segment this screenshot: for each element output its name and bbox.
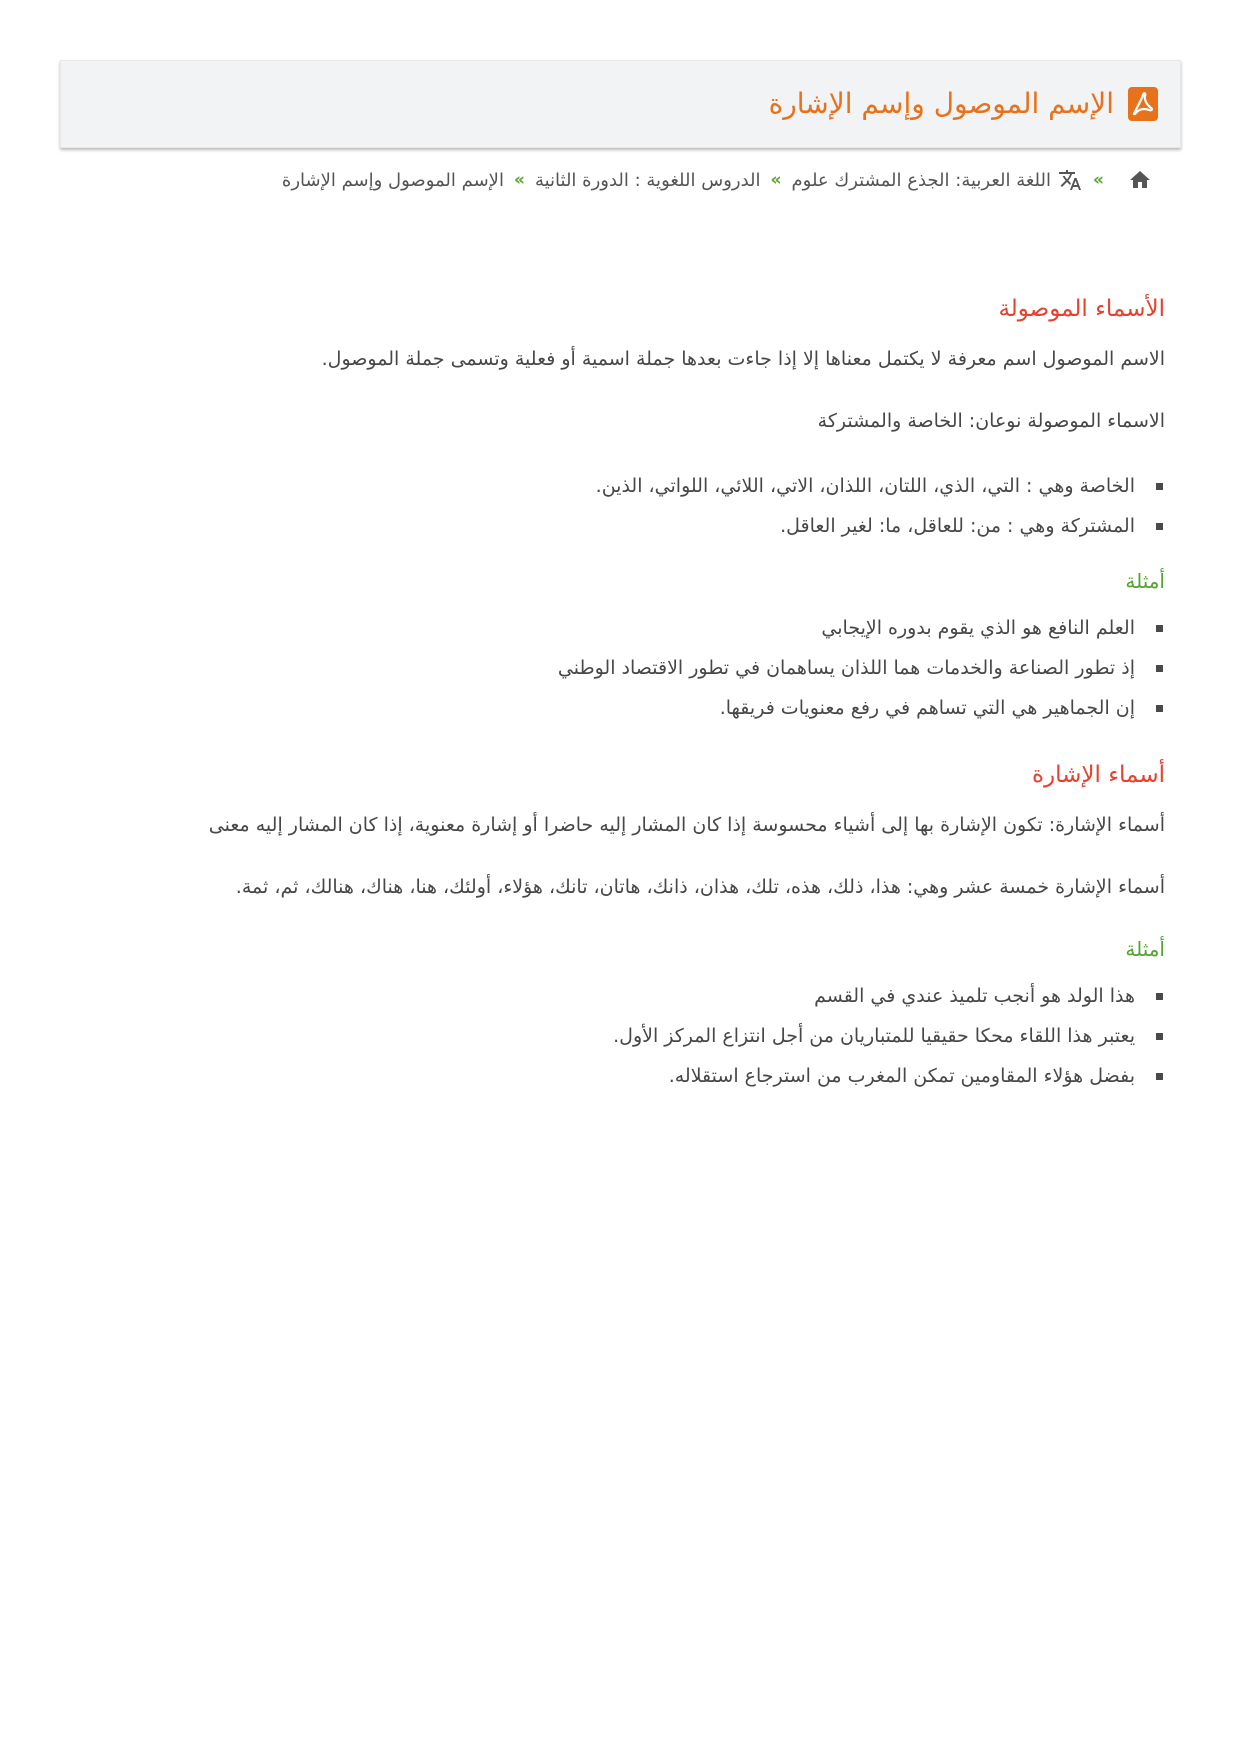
list-item: بفضل هؤلاء المقاومين تمكن المغرب من استرجاع استقلاله. xyxy=(145,1056,1135,1096)
list-item: إن الجماهير هي التي تساهم في رفع معنويات فريقها. xyxy=(145,688,1135,728)
page-title: الإسم الموصول وإسم الإشارة xyxy=(768,87,1114,120)
breadcrumb xyxy=(112,168,1152,192)
types-list xyxy=(145,466,1165,546)
breadcrumb-item-course[interactable]: اللغة العربية: الجذع المشترك علوم xyxy=(791,169,1052,191)
article-content xyxy=(145,290,1165,1114)
section-heading-relative-pronouns: الأسماء الموصولة xyxy=(998,296,1165,322)
section-heading-demonstratives: أسماء الإشارة xyxy=(1031,762,1165,788)
list-item: العلم النافع هو الذي يقوم بدوره الإيجابي xyxy=(145,608,1135,648)
pdf-icon[interactable] xyxy=(1128,87,1158,121)
examples-heading: أمثلة xyxy=(1125,937,1165,961)
list-item: يعتبر هذا اللقاء محكا حقيقيا للمتباريان من أجل انتزاع المركز الأول. xyxy=(145,1016,1135,1056)
examples-list xyxy=(145,976,1165,1096)
translate-icon xyxy=(1057,168,1083,192)
breadcrumb-separator: » xyxy=(513,170,525,190)
paragraph: الاسماء الموصولة نوعان: الخاصة والمشتركة xyxy=(817,410,1165,432)
list-item: إذ تطور الصناعة والخدمات هما اللذان يساهمان في تطور الاقتصاد الوطني xyxy=(145,648,1135,688)
paragraph: أسماء الإشارة: تكون الإشارة بها إلى أشياء محسوسة إذا كان المشار إليه حاضرا أو إشارة معنوية، إذا كان المشار إليه معنى xyxy=(208,814,1165,836)
breadcrumb-item-lessons[interactable]: الدروس اللغوية : الدورة الثانية xyxy=(534,169,761,191)
list-item: الخاصة وهي : التي، الذي، اللتان، اللذان، الاتي، اللائي، اللواتي، الذين. xyxy=(145,466,1135,506)
paragraph: الاسم الموصول اسم معرفة لا يكتمل معناها إلا إذا جاءت بعدها جملة اسمية أو فعلية وتسمى جملة الموصول. xyxy=(321,348,1165,370)
breadcrumb-separator: » xyxy=(1093,170,1104,190)
list-item: هذا الولد هو أنجب تلميذ عندي في القسم xyxy=(145,976,1135,1016)
paragraph: أسماء الإشارة خمسة عشر وهي: هذا، ذلك، هذه، تلك، هذان، ذانك، هاتان، تانك، هؤلاء، أولئك، هنا، هناك، هنالك، ثم، ثمة. xyxy=(235,876,1165,898)
home-icon[interactable] xyxy=(1128,168,1152,192)
list-item: المشتركة وهي : من: للعاقل، ما: لغير العاقل. xyxy=(145,506,1135,546)
breadcrumb-separator: » xyxy=(770,170,782,190)
examples-list xyxy=(145,608,1165,728)
page-header xyxy=(60,60,1181,148)
examples-heading: أمثلة xyxy=(1125,569,1165,593)
breadcrumb-item-current: الإسم الموصول وإسم الإشارة xyxy=(281,169,504,191)
